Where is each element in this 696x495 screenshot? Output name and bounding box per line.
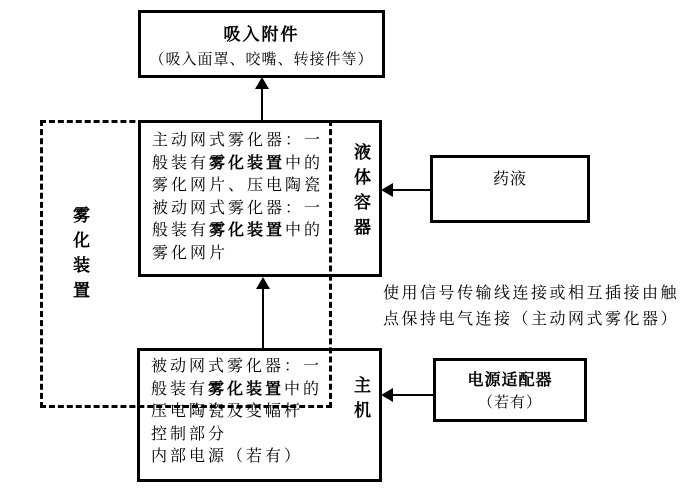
main-unit-label: 主机 xyxy=(351,376,370,426)
power-adapter-box xyxy=(433,358,587,422)
description-line: 雾化网片 xyxy=(152,244,229,262)
connection-note-line1: 使用信号传输线连接或相互插接由触 xyxy=(383,285,680,302)
arrow-adapter-to-main-line xyxy=(392,394,433,396)
connection-note-line2: 点保持电气连接（主动网式雾化器） xyxy=(383,311,680,328)
description-line: 控制部分 xyxy=(151,425,228,443)
connection-note xyxy=(383,281,679,333)
main-unit-box xyxy=(137,348,382,482)
liquid-container-label: 液体容器 xyxy=(351,143,370,243)
main-unit-description xyxy=(151,356,322,469)
arrow-left-icon xyxy=(381,388,393,402)
description-line: 般装有雾化装置中的 xyxy=(151,380,323,398)
liquid-container-description xyxy=(152,130,323,265)
description-line: 主动网式雾化器：一 xyxy=(152,132,324,149)
power-adapter-subtitle: （若有） xyxy=(477,394,542,411)
arrow-left-icon xyxy=(381,183,393,197)
arrow-up-icon xyxy=(255,77,269,89)
description-line: 般装有雾化装置中的 xyxy=(152,222,324,239)
arrow-up-icon xyxy=(256,277,270,289)
medicine-box xyxy=(430,155,590,223)
description-line: 被动网式雾化器：一 xyxy=(152,199,324,217)
inhalation-accessory-subtitle: （吸入面罩、咬嘴、转接件等） xyxy=(149,51,374,68)
description-line: 压电陶瓷及变幅杆 xyxy=(151,403,304,420)
arrow-container-to-inhalation-line xyxy=(261,88,263,120)
inhalation-accessory-box xyxy=(138,10,385,78)
description-line: 内部电源（若有） xyxy=(151,448,304,465)
description-line: 雾化网片、压电陶瓷 xyxy=(152,177,324,194)
inhalation-accessory-title: 吸入附件 xyxy=(223,25,300,44)
description-line: 般装有雾化装置中的 xyxy=(152,154,324,172)
medicine-label: 药液 xyxy=(492,171,527,188)
arrow-medicine-to-container-line xyxy=(392,189,430,191)
atomization-device-label: 雾化装置 xyxy=(70,206,89,306)
arrow-main-to-container-line xyxy=(262,288,264,348)
power-adapter-title: 电源适配器 xyxy=(467,372,553,389)
liquid-container-box xyxy=(138,120,382,277)
description-line: 被动网式雾化器：一 xyxy=(151,358,323,375)
